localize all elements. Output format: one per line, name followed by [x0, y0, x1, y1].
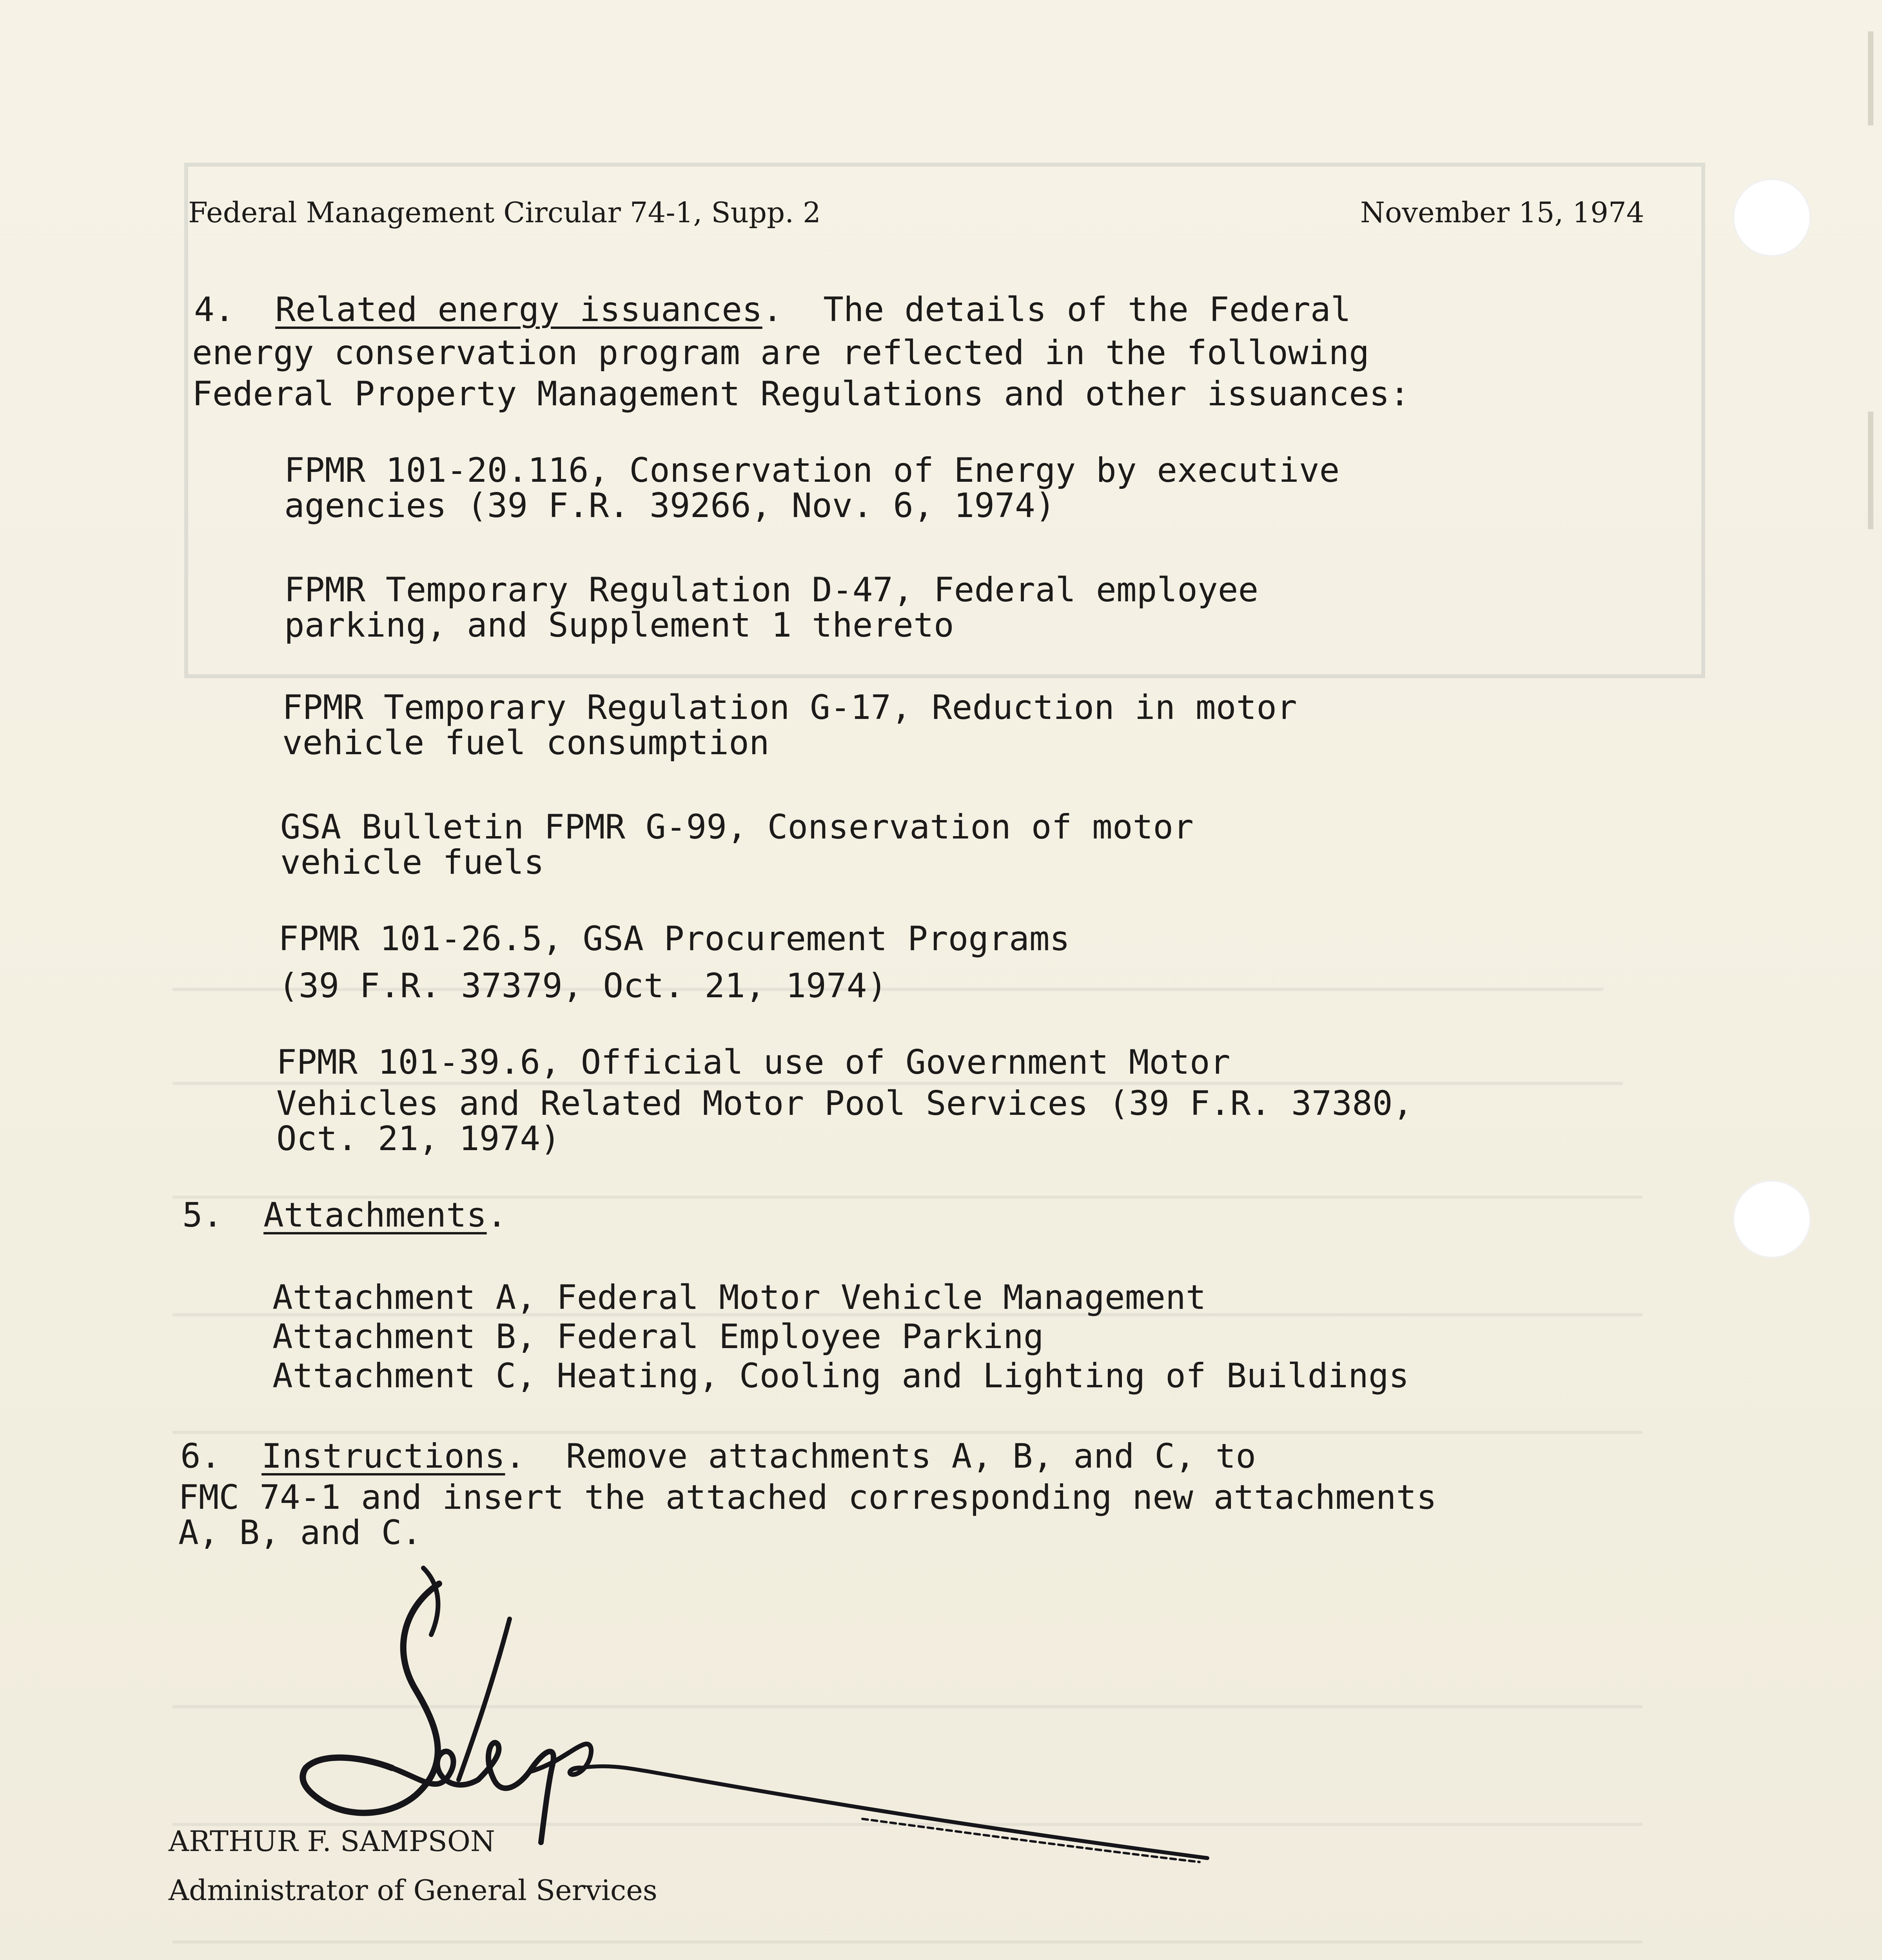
section-heading: Instructions — [261, 1437, 505, 1476]
section-intro-text: . The details of the Federal — [762, 290, 1351, 329]
issuance-2-line-1: FPMR Temporary Regulation D-47, Federal employee — [284, 570, 1259, 610]
punch-hole-top — [1733, 178, 1811, 257]
section-number: 4. — [194, 290, 235, 329]
page-edge-mark — [1868, 31, 1873, 125]
section-4-line-2: energy conservation program are reflected in the following — [192, 333, 1370, 372]
issuance-3-line-1: FPMR Temporary Regulation G-17, Reduction in motor — [282, 688, 1297, 727]
attachment-list-item: Attachment B, Federal Employee Parking — [272, 1317, 1044, 1356]
bleed-through-line — [172, 1431, 1642, 1434]
issuance-6-line-3: Oct. 21, 1974) — [276, 1119, 561, 1158]
section-5-heading-line: 5. Attachments. — [182, 1196, 507, 1235]
section-heading: Attachments — [263, 1196, 487, 1235]
section-number: 5. — [182, 1196, 223, 1235]
issuance-3-line-2: vehicle fuel consumption — [282, 723, 769, 762]
punch-hole-middle — [1733, 1180, 1811, 1258]
section-6-line-3: A, B, and C. — [178, 1513, 422, 1552]
page-edge-mark — [1868, 412, 1873, 529]
signatory-title: Administrator of General Services — [169, 1874, 657, 1907]
section-6-line-2: FMC 74-1 and insert the attached corresponding new attachments — [178, 1478, 1437, 1517]
section-6-line-1: 6. Instructions. Remove attachments A, B, and C, to — [180, 1437, 1256, 1476]
signatory-name: ARTHUR F. SAMPSON — [169, 1825, 495, 1858]
header-date: November 15, 1974 — [1360, 196, 1644, 229]
issuance-6-line-2: Vehicles and Related Motor Pool Services (39 F.R. 37380, — [276, 1084, 1413, 1123]
issuance-4-line-1: GSA Bulletin FPMR G-99, Conservation of motor — [280, 808, 1194, 847]
attachment-list-item: Attachment A, Federal Motor Vehicle Management — [272, 1278, 1206, 1317]
issuance-5-line-1: FPMR 101-26.5, GSA Procurement Programs — [278, 919, 1070, 958]
section-number: 6. — [180, 1437, 221, 1476]
issuance-2-line-2: parking, and Supplement 1 thereto — [284, 606, 954, 645]
header-circular-id: Federal Management Circular 74-1, Supp. 2 — [188, 196, 821, 229]
section-4-line-3: Federal Property Management Regulations and other issuances: — [192, 374, 1410, 414]
section-heading: Related energy issuances — [275, 290, 762, 329]
issuance-6-line-1: FPMR 101-39.6, Official use of Government Motor — [276, 1043, 1230, 1082]
issuance-5-line-2: (39 F.R. 37379, Oct. 21, 1974) — [278, 966, 887, 1005]
bleed-through-line — [172, 1940, 1642, 1944]
section-4-line-1 — [194, 290, 1351, 329]
attachment-list-item: Attachment C, Heating, Cooling and Lighting of Buildings — [272, 1356, 1409, 1396]
issuance-1-line-2: agencies (39 F.R. 39266, Nov. 6, 1974) — [284, 486, 1056, 525]
issuance-4-line-2: vehicle fuels — [280, 843, 544, 882]
issuance-1-line-1: FPMR 101-20.116, Conservation of Energy by executive — [284, 451, 1340, 490]
